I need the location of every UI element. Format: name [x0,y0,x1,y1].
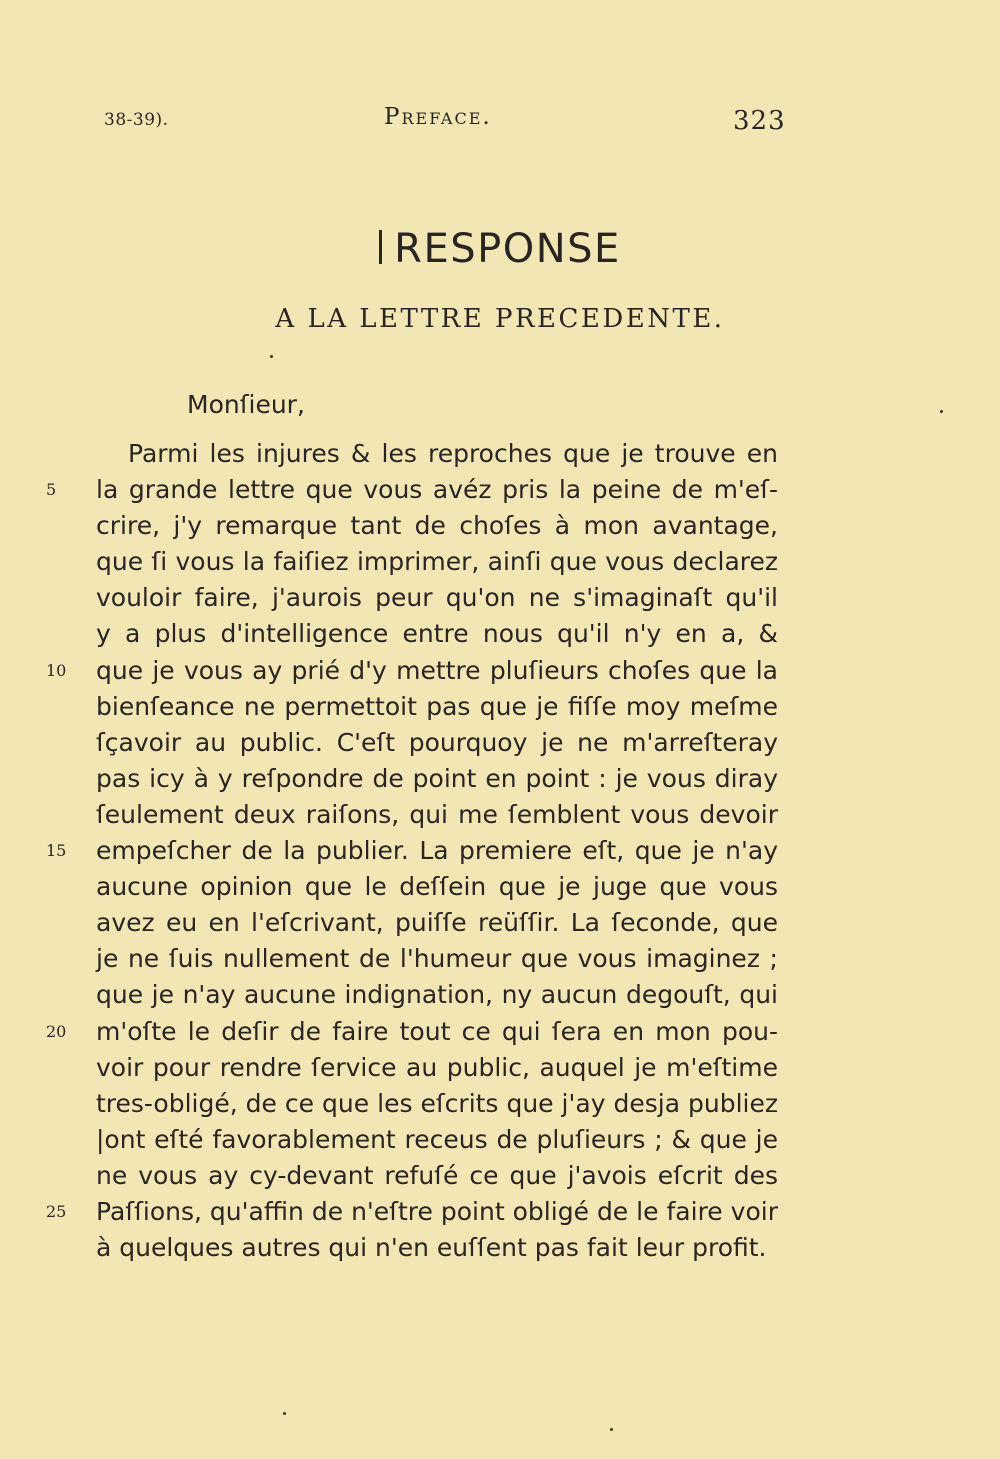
text-line [96,869,778,905]
running-title: Preface. [384,104,492,130]
section-title-text: RESPONSE [394,226,621,272]
line-number: 20 [46,1021,67,1041]
line-text: vouloir faire, j'aurois peur qu'on ne s'imaginaſt qu'il [96,583,778,613]
line-text: ſeulement deux raiſons, qui me ſemblent vous devoir [96,799,778,829]
ink-speck [610,1428,613,1431]
line-text: tres-obligé, de ce que les eſcrits que j'ay desja publiez [96,1088,778,1118]
body-text [46,436,778,1266]
line-text: que ſi vous la faiſiez imprimer, ainſi que vous declarez [96,547,778,577]
text-line [96,1158,778,1194]
text-line [96,544,778,580]
line-text: bienſeance ne permettoit pas que je fiſſe moy meſme [96,691,778,721]
section-title [0,226,1000,272]
text-line [96,941,778,977]
ink-speck [283,1412,286,1415]
line-text: voir pour rendre ſervice au public, auquel je m'eſtime [96,1052,778,1082]
text-line [46,653,778,689]
title-bar-mark [379,230,382,264]
section-subtitle: A LA LETTRE PRECEDENTE. [275,304,725,334]
line-text: y a plus d'intelligence entre nous qu'il n'y en a, & [96,619,778,649]
line-text: empeſcher de la publier. La premiere eſt, que je n'ay [96,836,778,866]
line-number: 25 [46,1201,67,1221]
text-line [46,1194,778,1230]
text-line [96,977,778,1013]
line-text: que je vous ay prié d'y mettre pluſieurs choſes que la [96,655,778,685]
text-line [96,905,778,941]
line-text: à quelques autres qui n'en euſſent pas fait leur profit. [96,1233,767,1263]
text-line [96,725,778,761]
running-head [0,104,1000,144]
line-text: crire, j'y remarque tant de choſes à mon avantage, [96,511,778,541]
line-text: m'oſte le deſir de faire tout ce qui ſera en mon pou- [96,1016,778,1046]
text-line [96,1230,778,1266]
text-line [96,761,778,797]
text-line [96,436,778,472]
ink-speck [270,355,273,358]
line-text: |ont eſté favorablement receus de pluſieurs ; & que je [96,1124,778,1154]
line-text: aucune opinion que le deſſein que je juge que vous [96,872,778,902]
line-text: ſçavoir au public. C'eſt pourquoy je ne m'arreſteray [96,727,778,757]
text-line [96,797,778,833]
line-text: pas icy à y reſpondre de point en point : je vous diray [96,763,778,793]
line-number: 5 [46,480,57,500]
text-line [96,1086,778,1122]
page-number: 323 [733,106,786,136]
text-line [46,472,778,508]
line-text: Paſſions, qu'affin de n'eſtre point obligé de le faire voir [96,1196,778,1226]
line-text: la grande lettre que vous avéz pris la peine de m'eſ- [96,475,778,505]
line-number: 15 [46,841,67,861]
line-text: que je n'ay aucune indignation, ny aucun degouſt, qui [96,980,778,1010]
line-text: Parmi les injures & les reproches que je trouve en [128,439,778,468]
ink-speck [940,410,943,413]
text-line [96,1050,778,1086]
line-text: ne vous ay cy-devant refuſé ce que j'avois eſcrit des [96,1160,778,1190]
line-text: je ne ſuis nullement de l'humeur que vous imaginez ; [96,944,778,974]
line-number: 10 [46,660,67,680]
text-line [96,1122,778,1158]
salutation: Monſieur, [187,390,305,419]
text-line [46,1014,778,1050]
text-line [96,580,778,616]
text-line [96,508,778,544]
line-text: avez eu en l'eſcrivant, puiſſe reüſſir. La ſeconde, que [96,908,778,938]
text-line [46,833,778,869]
text-line [96,689,778,725]
page-range-reference: 38-39). [104,110,169,130]
text-line [96,616,778,652]
